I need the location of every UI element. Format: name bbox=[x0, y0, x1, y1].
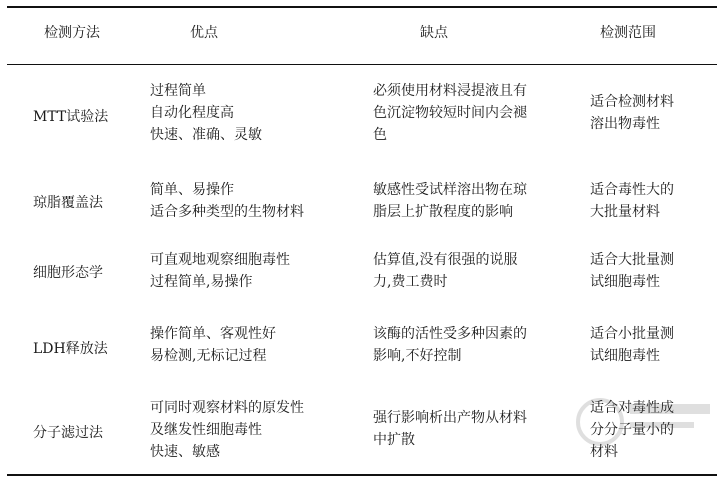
pros-line: 快速、准确、灵敏 bbox=[150, 127, 262, 143]
header-rule bbox=[7, 64, 717, 65]
pros-line: 过程简单 bbox=[150, 83, 206, 99]
row-scope bbox=[590, 323, 674, 367]
cons-line: 影响,不好控制 bbox=[373, 348, 462, 364]
cons-line: 色沉淀物较短时间内会褪 bbox=[373, 105, 527, 121]
row-pros bbox=[150, 323, 276, 367]
scope-line: 试细胞毒性 bbox=[590, 348, 660, 364]
cons-line: 色 bbox=[373, 127, 387, 143]
cons-line: 估算值,没有很强的说服 bbox=[373, 252, 518, 268]
row-method: 分子滤过法 bbox=[33, 425, 103, 441]
scope-line: 分分子量小的 bbox=[590, 422, 674, 438]
cons-line: 脂层上扩散程度的影响 bbox=[373, 204, 513, 220]
pros-line: 快速、敏感 bbox=[150, 444, 220, 460]
scope-line: 适合大批量测 bbox=[590, 252, 674, 268]
cons-line: 力,费工费时 bbox=[373, 274, 448, 290]
pros-line: 简单、易操作 bbox=[150, 182, 234, 198]
scope-line: 适合对毒性成 bbox=[590, 400, 674, 416]
row-pros bbox=[150, 249, 290, 293]
scope-line: 适合小批量测 bbox=[590, 326, 674, 342]
pros-line: 适合多种类型的生物材料 bbox=[150, 204, 304, 220]
cons-line: 该酶的活性受多种因素的 bbox=[373, 326, 527, 342]
pros-line: 操作简单、客观性好 bbox=[150, 326, 276, 342]
pros-line: 及继发性细胞毒性 bbox=[150, 422, 262, 438]
scope-line: 适合检测材料 bbox=[590, 94, 674, 110]
row-method: MTT试验法 bbox=[33, 109, 109, 125]
row-scope bbox=[590, 249, 674, 293]
row-cons bbox=[373, 407, 527, 451]
scope-line: 大批量材料 bbox=[590, 204, 660, 220]
scope-line: 试细胞毒性 bbox=[590, 274, 660, 290]
row-scope bbox=[590, 91, 674, 135]
row-cons bbox=[373, 249, 517, 293]
cons-line: 必须使用材料浸提液且有 bbox=[373, 83, 527, 99]
bottom-rule bbox=[7, 474, 717, 476]
row-scope bbox=[590, 397, 674, 463]
row-pros bbox=[150, 397, 304, 463]
cons-line: 中扩散 bbox=[373, 432, 415, 448]
scope-line: 适合毒性大的 bbox=[590, 182, 674, 198]
row-method: 琼脂覆盖法 bbox=[33, 195, 103, 211]
row-cons bbox=[373, 80, 527, 146]
header-pros: 优点 bbox=[190, 25, 218, 41]
scope-line: 材料 bbox=[590, 444, 618, 460]
pros-line: 可同时观察材料的原发性 bbox=[150, 400, 304, 416]
row-method: LDH释放法 bbox=[33, 341, 108, 357]
pros-line: 自动化程度高 bbox=[150, 105, 234, 121]
row-method: 细胞形态学 bbox=[33, 265, 103, 281]
row-pros bbox=[150, 80, 262, 146]
header-scope: 检测范围 bbox=[600, 25, 656, 41]
top-rule bbox=[7, 6, 717, 8]
cons-line: 敏感性受试样溶出物在琼 bbox=[373, 182, 527, 198]
header-method: 检测方法 bbox=[44, 25, 100, 41]
cons-line: 强行影响析出产物从材料 bbox=[373, 410, 527, 426]
row-cons bbox=[373, 179, 527, 223]
row-scope bbox=[590, 179, 674, 223]
scope-line: 溶出物毒性 bbox=[590, 116, 660, 132]
pros-line: 可直观地观察细胞毒性 bbox=[150, 252, 290, 268]
row-cons bbox=[373, 323, 527, 367]
pros-line: 易检测,无标记过程 bbox=[150, 348, 267, 364]
header-cons: 缺点 bbox=[420, 25, 448, 41]
pros-line: 过程简单,易操作 bbox=[150, 274, 253, 290]
row-pros bbox=[150, 179, 304, 223]
